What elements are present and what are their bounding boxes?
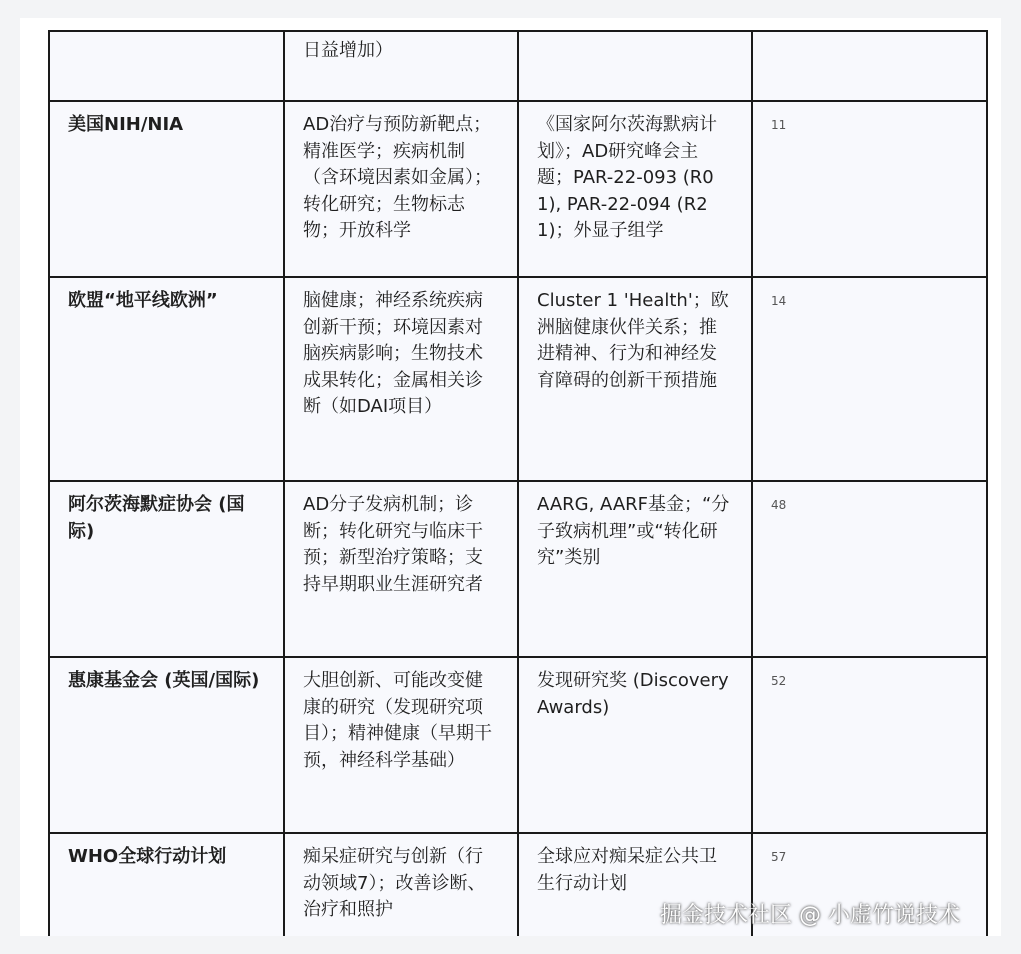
org-name-cell: 阿尔茨海默症协会 (国际) — [49, 481, 284, 657]
programs-cell — [518, 31, 752, 101]
org-name-cell: WHO全球行动计划 — [49, 833, 284, 936]
reference-cell: 57 — [752, 833, 987, 936]
org-name-cell: 欧盟“地平线欧洲” — [49, 277, 284, 481]
org-name-cell: 美国NIH/NIA — [49, 101, 284, 277]
reference-cell — [752, 31, 987, 101]
focus-cell: AD治疗与预防新靶点；精准医学；疾病机制（含环境因素如金属）；转化研究；生物标志物；开放科学 — [284, 101, 518, 277]
reference-cell: 14 — [752, 277, 987, 481]
reference-cell: 52 — [752, 657, 987, 833]
reference-cell: 48 — [752, 481, 987, 657]
watermark: 掘金技术社区 @ 小虚竹说技术 — [660, 903, 960, 928]
focus-cell: 日益增加） — [284, 31, 518, 101]
reference-cell: 11 — [752, 101, 987, 277]
focus-cell: AD分子发病机制；诊断；转化研究与临床干预；新型治疗策略；支持早期职业生涯研究者 — [284, 481, 518, 657]
content-card — [20, 18, 1001, 936]
table-row — [49, 277, 987, 481]
programs-cell: 全球应对痴呆症公共卫生行动计划 — [518, 833, 752, 936]
programs-cell: 发现研究奖 (Discovery Awards) — [518, 657, 752, 833]
focus-cell: 痴呆症研究与创新（行动领域7）；改善诊断、治疗和照护 — [284, 833, 518, 936]
org-name-cell: 惠康基金会 (英国/国际) — [49, 657, 284, 833]
table-row — [49, 31, 987, 101]
org-name-cell — [49, 31, 284, 101]
table-row — [49, 657, 987, 833]
programs-cell: 《国家阿尔茨海默病计划》；AD研究峰会主题；PAR-22-093 (R01), PAR-22-094 (R21)；外显子组学 — [518, 101, 752, 277]
focus-cell: 大胆创新、可能改变健康的研究（发现研究项目）；精神健康（早期干预，神经科学基础） — [284, 657, 518, 833]
table-row — [49, 101, 987, 277]
funding-table — [48, 30, 988, 936]
focus-cell: 脑健康；神经系统疾病创新干预；环境因素对脑疾病影响；生物技术成果转化；金属相关诊断（如DAI项目） — [284, 277, 518, 481]
programs-cell: AARG, AARF基金；“分子致病机理”或“转化研究”类别 — [518, 481, 752, 657]
programs-cell: Cluster 1 'Health'；欧洲脑健康伙伴关系；推进精神、行为和神经发育障碍的创新干预措施 — [518, 277, 752, 481]
table-row — [49, 481, 987, 657]
